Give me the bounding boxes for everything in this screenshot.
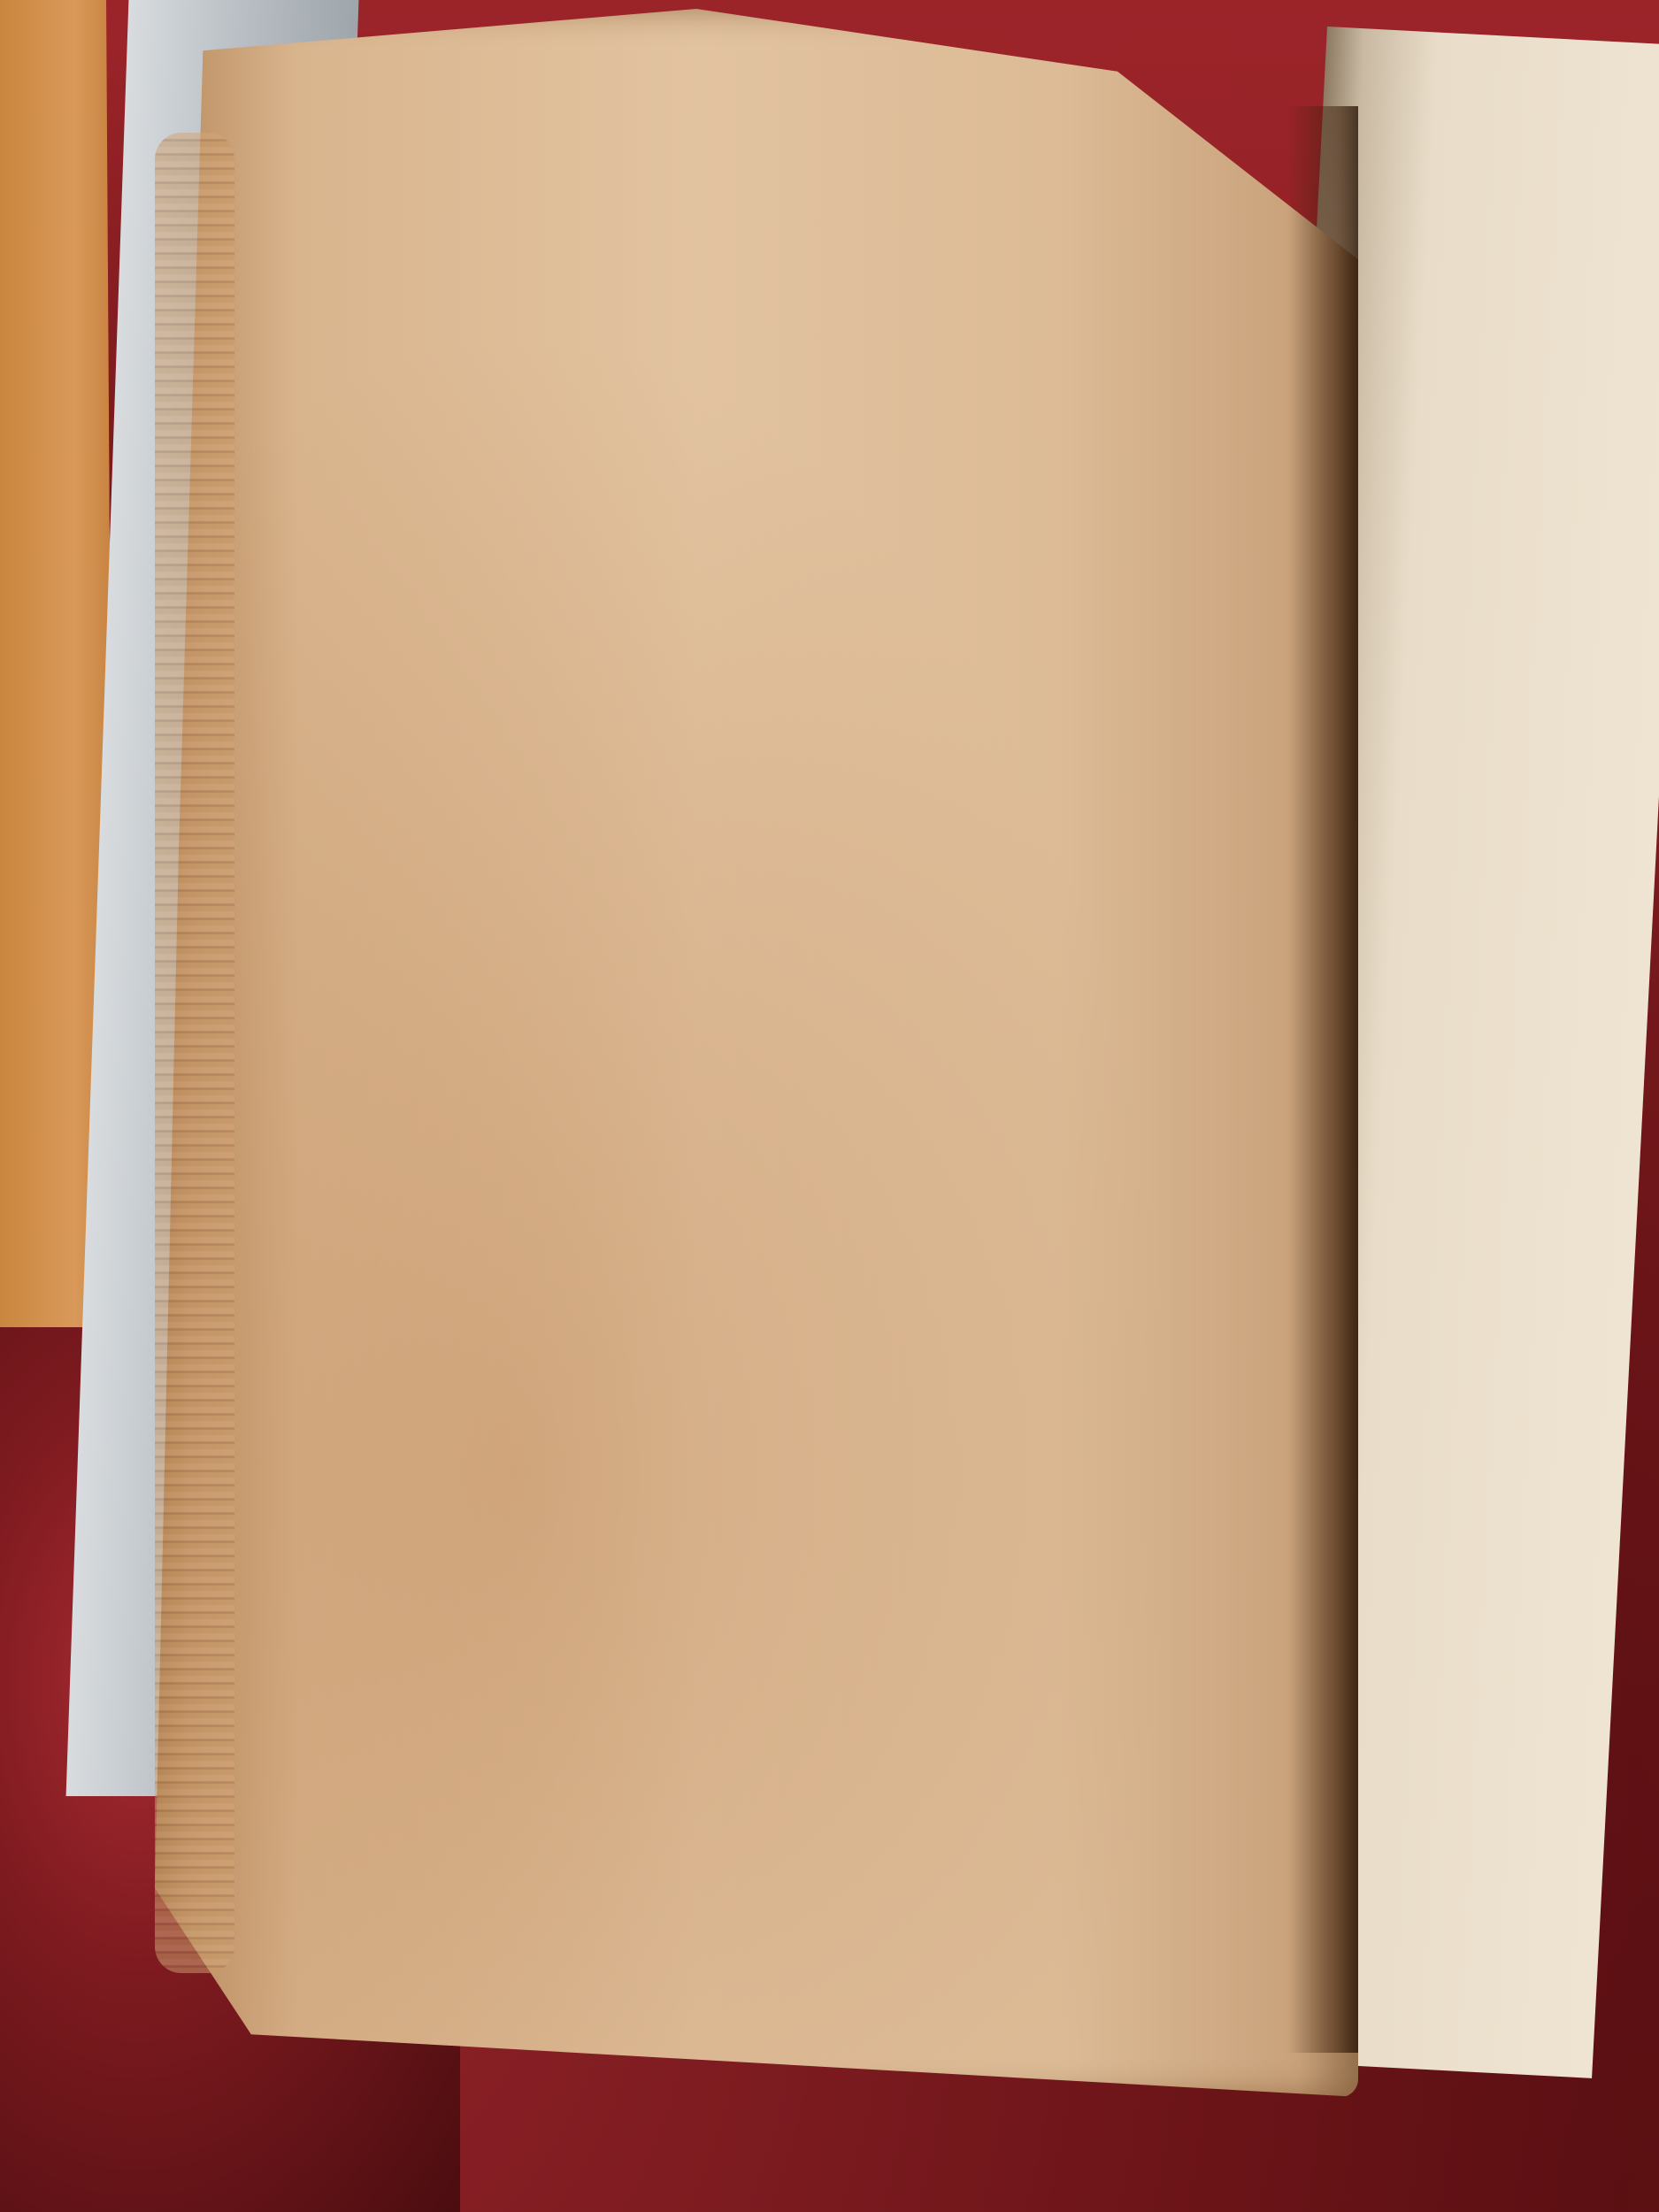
- left-page: [155, 9, 1358, 2097]
- left-page-edge: [155, 133, 234, 1973]
- book-gutter: [1287, 106, 1358, 2053]
